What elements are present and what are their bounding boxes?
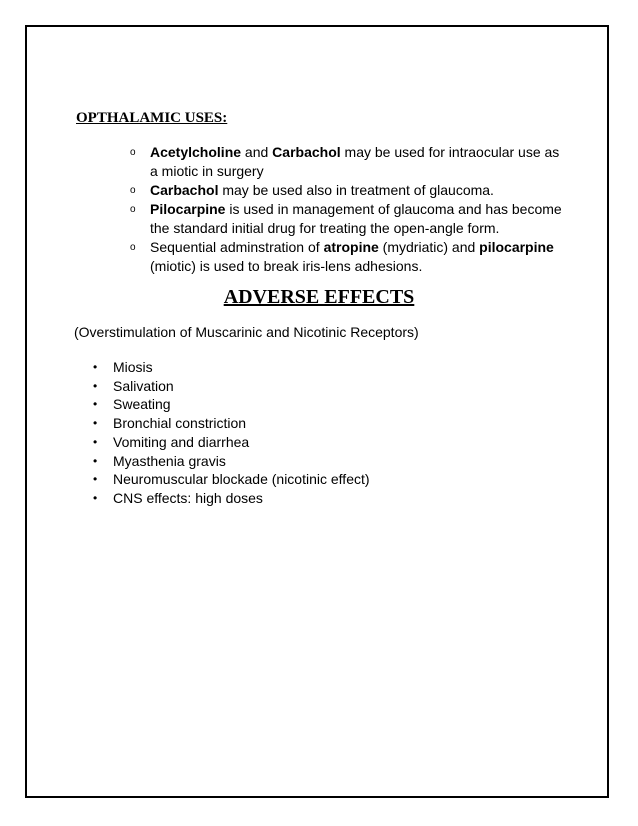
drug-name: Acetylcholine [150, 144, 242, 160]
adverse-effect-item [93, 395, 370, 414]
adverse-effect-text: CNS effects: high doses [113, 489, 263, 506]
drug-name: atropine [323, 239, 379, 255]
adverse-effect-item [93, 358, 370, 377]
sub-bullet-marker: o [130, 147, 136, 158]
adverse-effects-subtitle: (Overstimulation of Muscarinic and Nicotinic Receptors) [74, 324, 419, 340]
adverse-effects-heading: ADVERSE EFFECTS [223, 286, 415, 308]
adverse-effect-item [93, 433, 370, 452]
use-text: (mydriatic) and [378, 239, 480, 255]
adverse-effect-text: Neuromuscular blockade (nicotinic effect) [113, 471, 370, 488]
adverse-effect-text: Vomiting and diarrhea [113, 433, 250, 450]
adverse-effect-text: Myasthenia gravis [113, 452, 226, 469]
use-text: may be used for intraocular use as a miotic in surgery [150, 144, 560, 179]
bullet-marker: • [93, 360, 98, 374]
adverse-effect-item [93, 414, 370, 433]
sub-bullet-marker: o [130, 185, 136, 196]
ophthalmic-use-item [130, 181, 570, 200]
ophthalmic-use-item [130, 143, 570, 181]
adverse-effect-item [93, 377, 370, 396]
use-text: and [241, 144, 273, 160]
ophthalmic-use-item [130, 238, 570, 276]
drug-name: Pilocarpine [150, 201, 226, 217]
ophthalmic-uses-list [130, 143, 570, 276]
bullet-marker: • [93, 453, 98, 468]
adverse-effects-list [93, 358, 370, 508]
use-text: Sequential adminstration of [150, 239, 324, 255]
ophthalmic-uses-title: OPTHALAMIC USES: [76, 110, 228, 126]
sub-bullet-marker: o [130, 204, 136, 215]
use-text: may be used also in treatment of glaucoma. [218, 182, 494, 198]
bullet-marker: • [93, 472, 98, 487]
sub-bullet-marker: o [130, 242, 136, 253]
adverse-effect-item [93, 470, 370, 489]
adverse-effect-item [93, 452, 370, 471]
use-text: is used in management of glaucoma and has become the standard initial drug for treating the open-angle form. [150, 201, 562, 236]
bullet-marker: • [93, 397, 98, 412]
bullet-marker: • [93, 416, 98, 431]
adverse-effect-text: Salivation [113, 377, 174, 394]
use-text: (miotic) is used to break iris-lens adhesions. [150, 258, 423, 274]
bullet-marker: • [93, 378, 98, 393]
adverse-effect-text: Bronchial constriction [113, 415, 247, 432]
drug-name: pilocarpine [479, 239, 554, 255]
adverse-effect-item [93, 489, 370, 508]
bullet-marker: • [93, 490, 98, 505]
bullet-marker: • [93, 434, 98, 449]
ophthalmic-use-item [130, 200, 570, 238]
adverse-effect-text: Sweating [113, 396, 171, 413]
drug-name: Carbachol [150, 182, 219, 198]
adverse-effect-text: Miosis [113, 359, 153, 375]
drug-name: Carbachol [272, 144, 341, 160]
